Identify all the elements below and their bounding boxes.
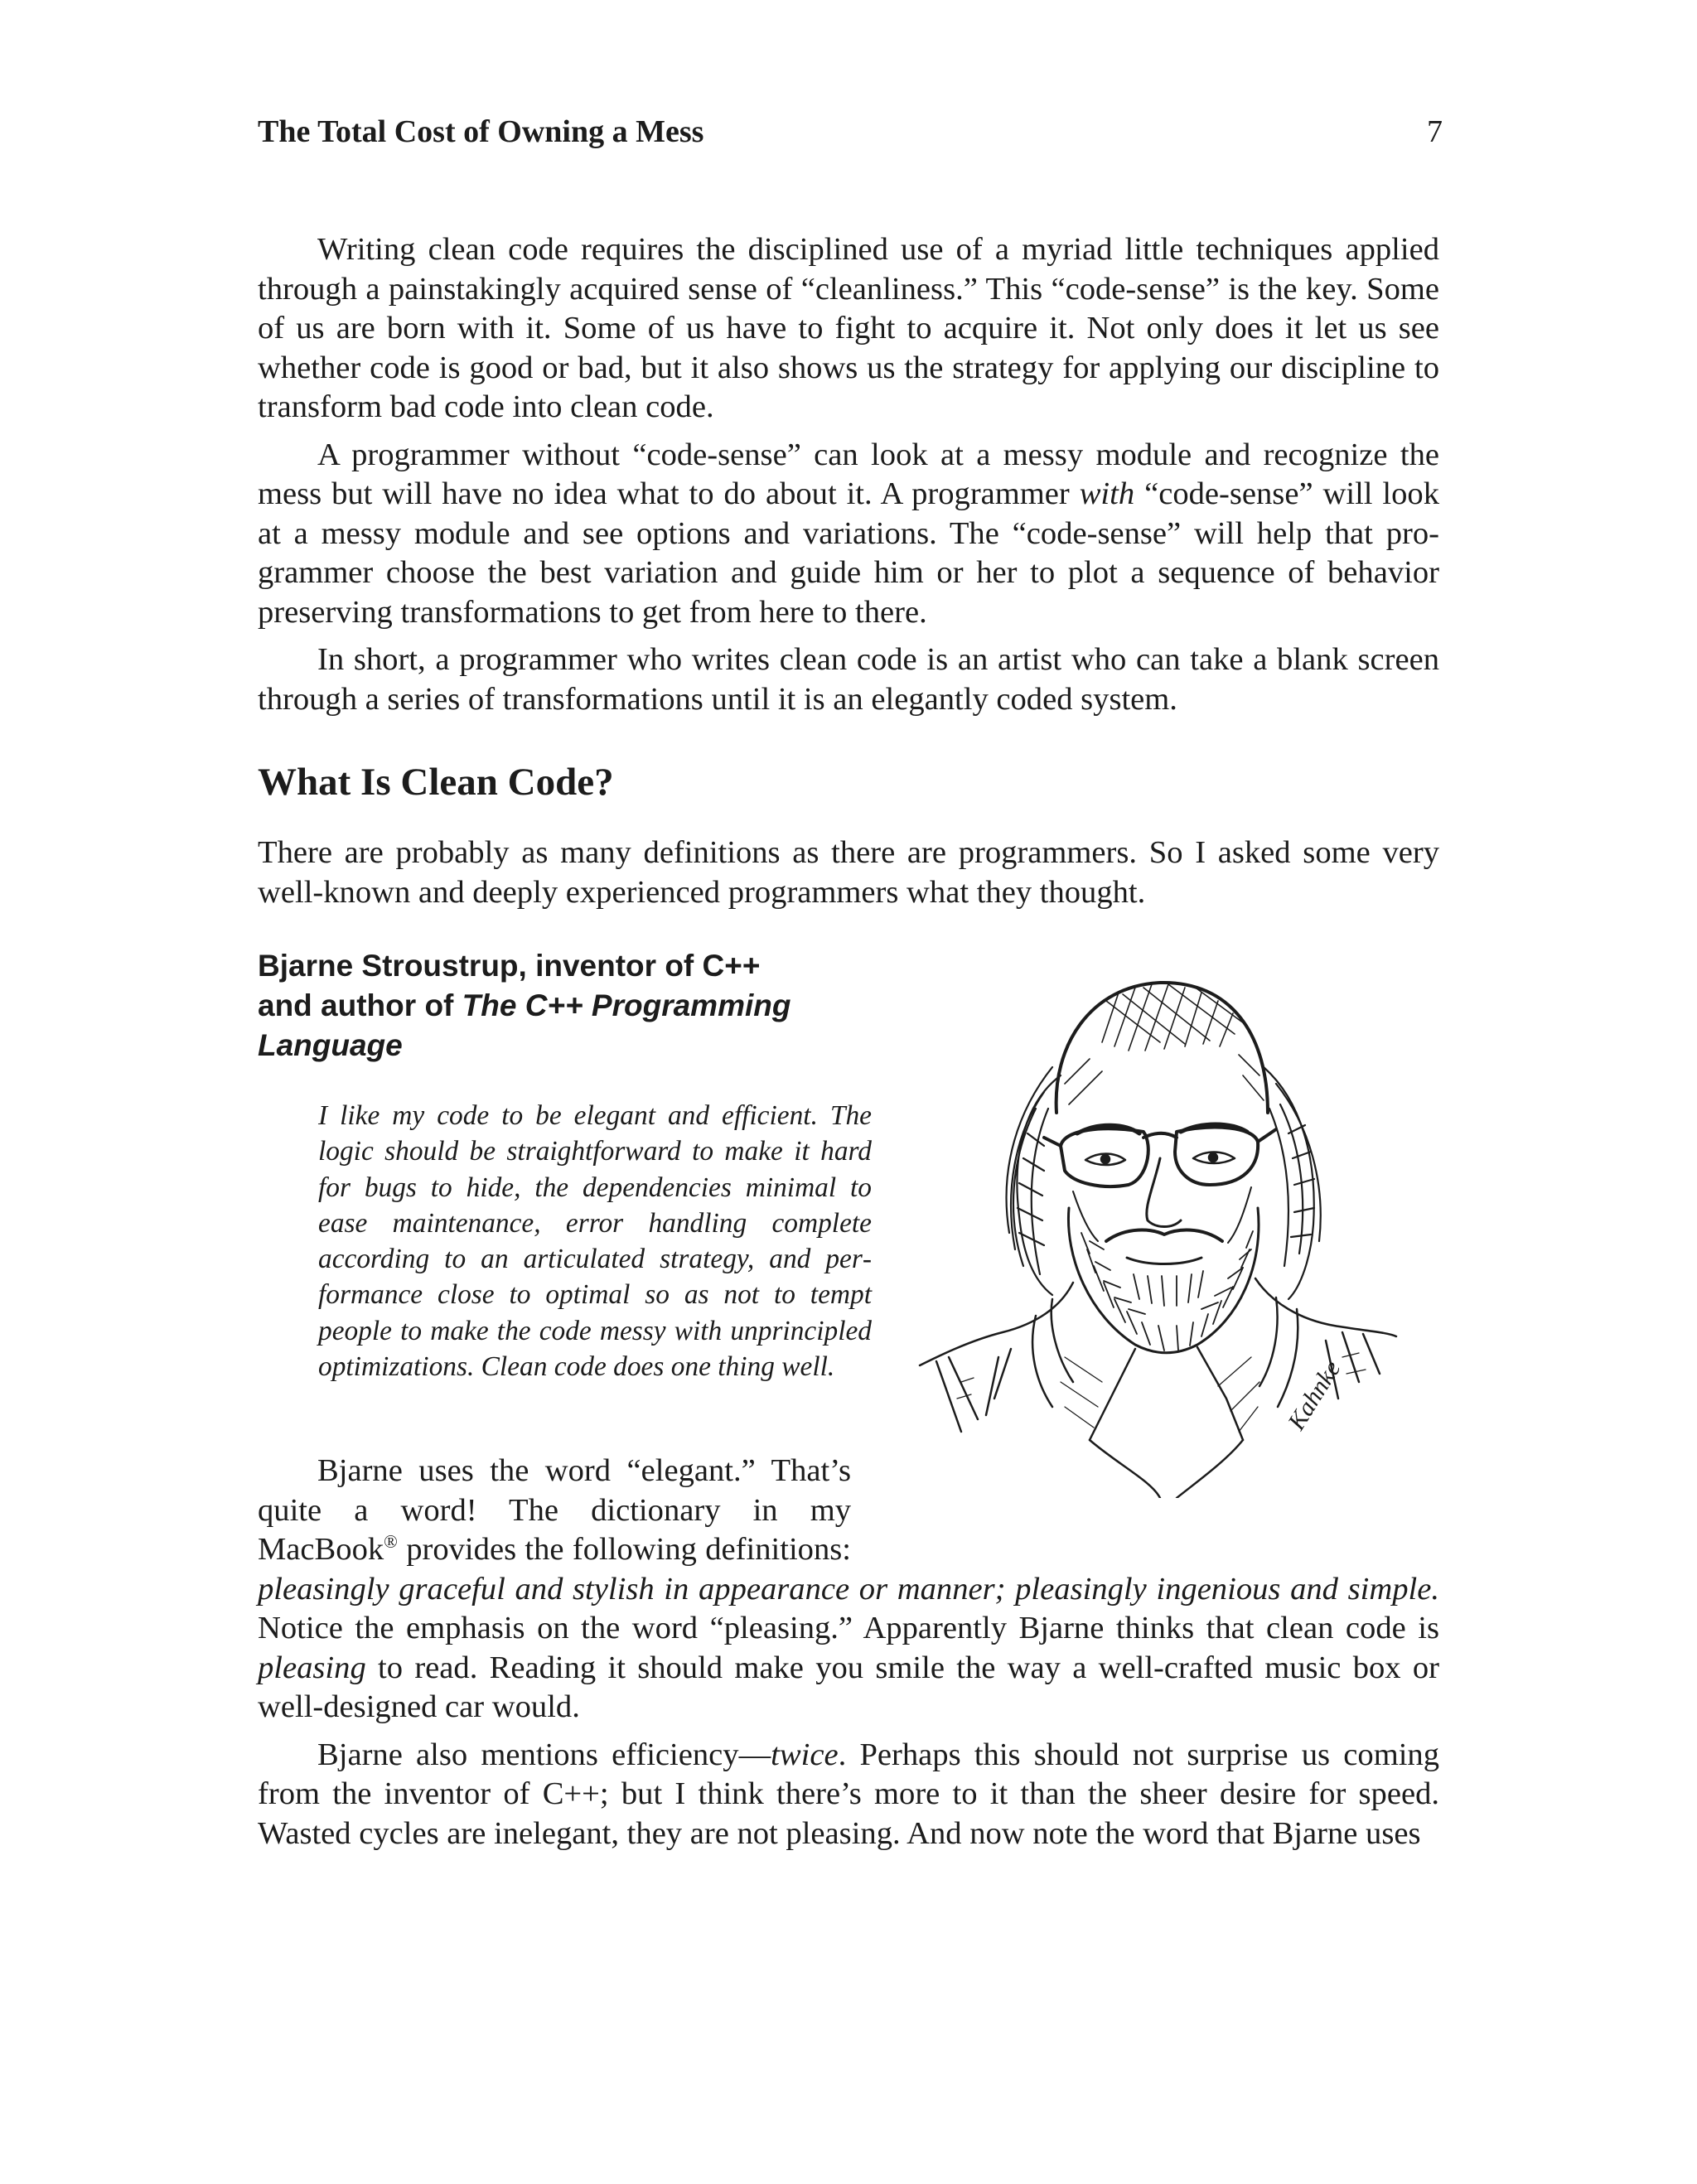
emphasis-pleasing: pleasing [258, 1650, 366, 1685]
text-run: Notice the emphasis on the word “pleasing.” Apparently Bjarne thinks that clean code is [258, 1611, 1439, 1645]
running-header-title: The Total Cost of Owning a Mess [258, 114, 704, 149]
head-hatching [1065, 984, 1264, 1104]
intro-section [258, 230, 1439, 719]
emphasis-text: with [1079, 476, 1135, 511]
emphasis-twice: twice [771, 1737, 839, 1772]
paragraph-efficiency [258, 1736, 1439, 1854]
nose [1147, 1158, 1181, 1227]
text-run: . Perhaps this should not surprise us coming from the inventor of C++; but I think there’s more to it than the sheer desire for speed. Wasted cycles are inelegant, they are not pleasing. And now note the word that Bjarne uses [258, 1737, 1440, 1851]
beard [1068, 1208, 1259, 1353]
paragraph-programmer-without-code-sense [258, 436, 1439, 633]
text-run: Bjarne uses the word “elegant.” That’s quite a word! The dictionary in my MacBook [258, 1453, 851, 1567]
discussion-section [258, 1452, 1439, 1853]
paragraph-code-sense: Writing clean code requires the disciplined use of a myriad little techniques applied through a painstakingly acquired sense of “cleanliness.” This “code-sense” is the key. Some of us are born with it. Some of us have to fight to acquire it. Not only does it let us see whether code is good or bad, but it also shows us the strategy for applying our discipline to transform bad code into clean code. [258, 232, 1439, 424]
paragraph-definitions: There are probably as many definitions as there are programmers. So I asked some very well-known and deeply experienced programmers what they thought. [258, 835, 1439, 910]
section-intro [258, 833, 1439, 912]
text-run: A programmer without “code-sense” can look at a messy module and recognize the mess but will have no idea what to do about it. A programmer [258, 437, 1439, 511]
section-heading: What Is Clean Code? [258, 761, 614, 804]
bjarne-portrait-illustration [911, 968, 1400, 1498]
illustration-wrap-space [851, 1452, 1439, 1569]
registered-mark: ® [384, 1531, 398, 1552]
text-run: “code-sense” will look at a messy module and see options and variations. The “code-sense” will help that programmer choose the best variation and guide him or her to plot a sequence of behavior preserving transformations to get from here to there. [258, 476, 1440, 630]
bjarne-quote: I like my code to be elegant and efficient. The logic should be straightforward to make it hard for bugs to hide, the dependencies minimal to ease maintenance, error handling complete according to an articulated strategy, and performance close to optimal so as not to tempt people to make the code messy with unprincipled optimizations. Clean code does one thing well. [318, 1100, 872, 1383]
text-run: provides the following definitions: [397, 1532, 851, 1567]
bjarne-subheading [258, 946, 854, 1065]
subheading-line-1: Bjarne Stroustrup, inventor of C++ [258, 949, 761, 983]
artist-signature: Kahnke [1282, 1355, 1346, 1435]
text-run: to read. Reading it should make you smile the way a well-crafted music box or well-designed car would. [258, 1650, 1439, 1724]
text-run: Bjarne also mentions efficiency— [317, 1737, 771, 1772]
paragraph-artist: In short, a programmer who writes clean code is an artist who can take a blank screen through a series of transformations until it is an elegantly coded system. [258, 642, 1439, 717]
emphasis-definitions: pleasingly graceful and stylish in appearance or manner; pleasingly ingenious and simple. [258, 1571, 1439, 1607]
book-title: The C++ Programming Language [258, 988, 791, 1062]
glasses [1044, 1128, 1276, 1186]
hair-right [1264, 1067, 1321, 1299]
subheading-line-2: and author of [258, 988, 462, 1022]
hair-left [1007, 1067, 1061, 1295]
page-number: 7 [1427, 114, 1443, 149]
